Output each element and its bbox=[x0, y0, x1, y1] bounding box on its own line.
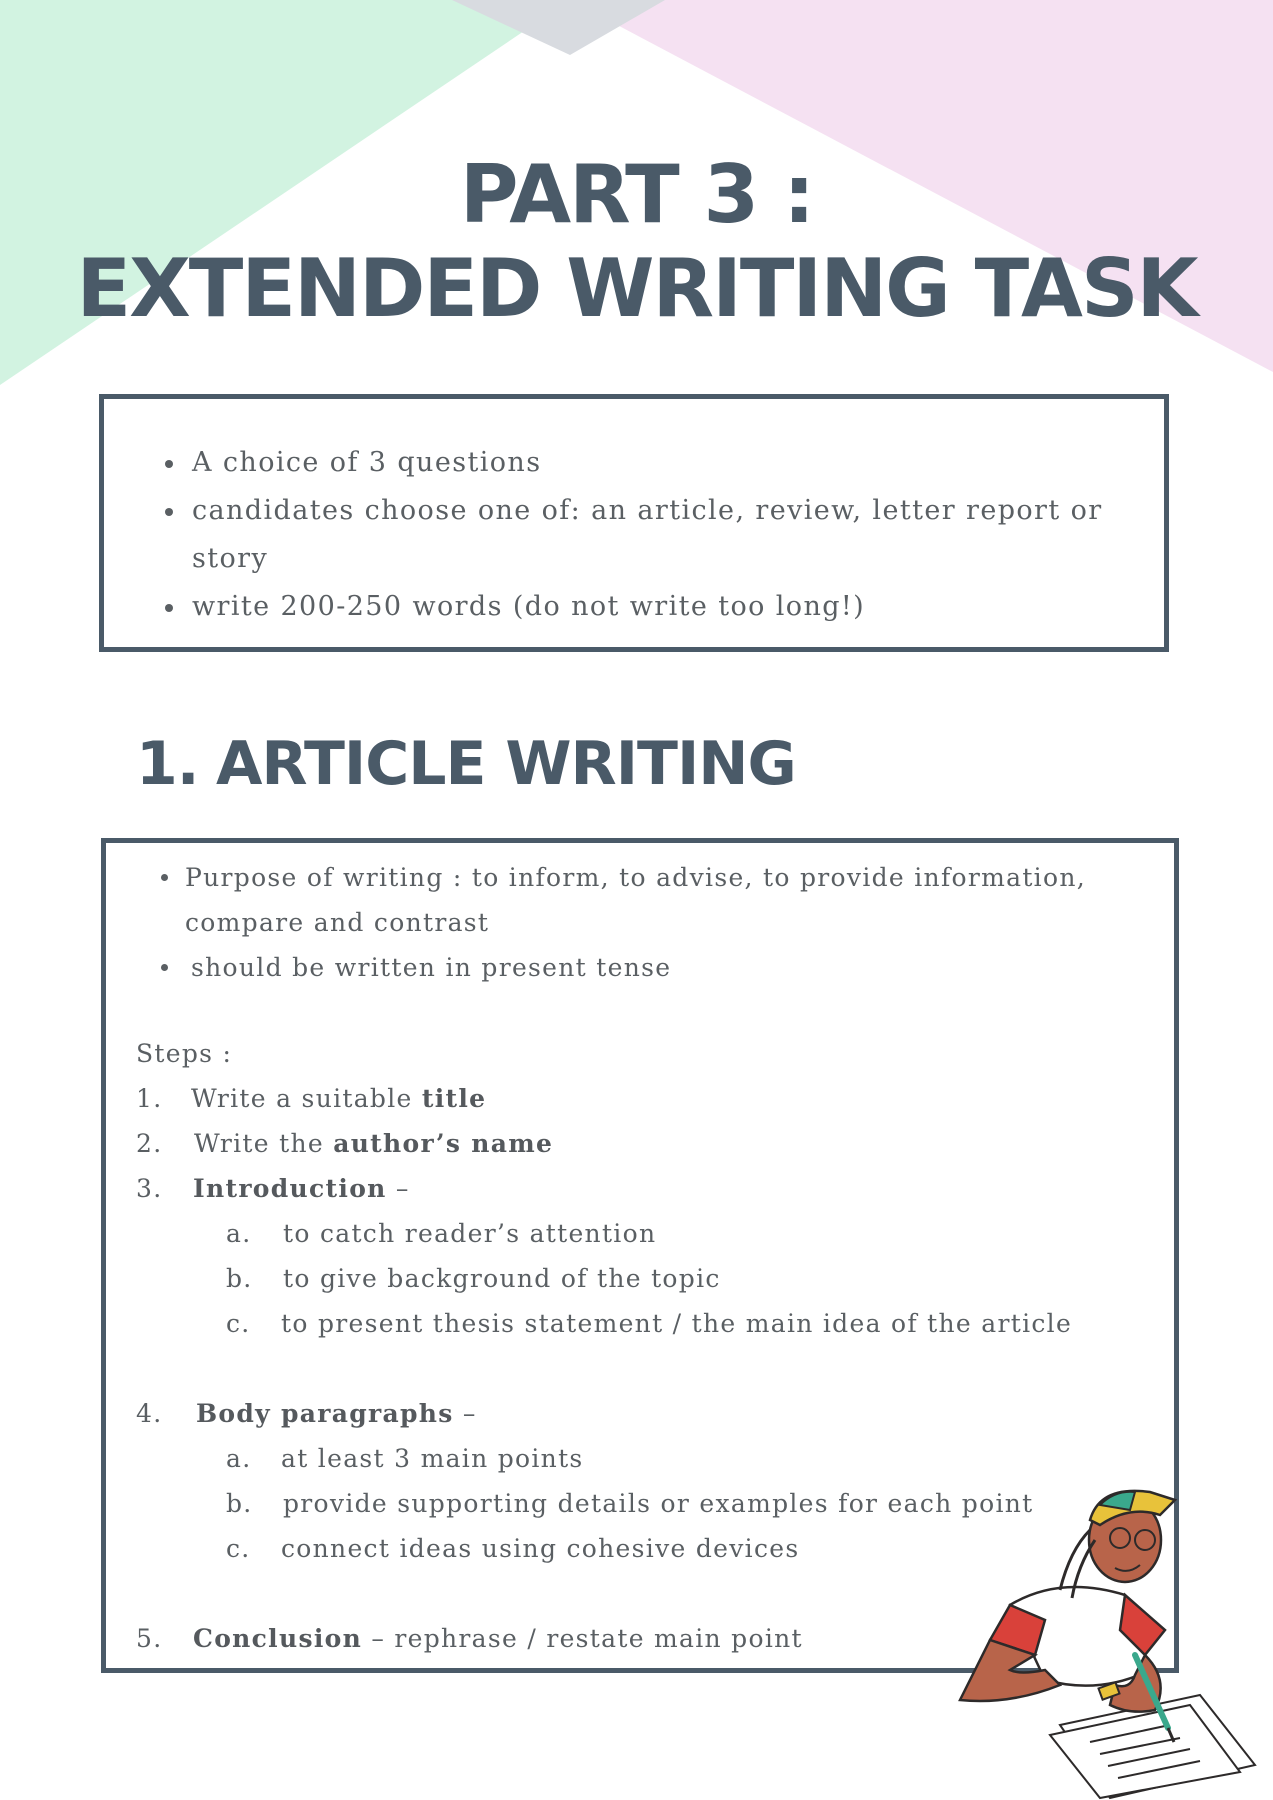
overview-item: write 200-250 words (do not write too long!) bbox=[104, 583, 1164, 631]
step-4: 4. Body paragraphs – bbox=[136, 1394, 477, 1434]
step-number: 5. bbox=[136, 1624, 163, 1653]
step-number: 4. bbox=[136, 1399, 163, 1428]
overview-box bbox=[99, 394, 1169, 652]
step-4-sub-b: b. provide supporting details or examples for each point bbox=[226, 1489, 1034, 1518]
step-1: 1. Write a suitable title bbox=[136, 1079, 486, 1119]
section-heading bbox=[136, 728, 796, 800]
overview-item: candidates choose one of: an article, review, letter report or story bbox=[104, 487, 1164, 583]
steps-label: Steps : bbox=[136, 1039, 233, 1068]
student-writing-illustration bbox=[950, 1480, 1270, 1800]
section-number: 1. bbox=[136, 729, 199, 799]
page-title-line1: PART 3 : bbox=[459, 148, 814, 241]
section-title: ARTICLE WRITING bbox=[216, 729, 796, 799]
step-2: 2. Write the author’s name bbox=[136, 1124, 553, 1164]
article-bullet: should be written in present tense bbox=[106, 945, 1174, 990]
overview-item: A choice of 3 questions bbox=[104, 439, 1164, 487]
article-bullet: Purpose of writing : to inform, to advise, to provide information, compare and contrast bbox=[106, 855, 1174, 945]
step-number: 3. bbox=[136, 1174, 163, 1203]
overview-list bbox=[104, 439, 1164, 631]
step-4-sub-c: c. connect ideas using cohesive devices bbox=[226, 1534, 800, 1563]
step-3-sub-c: c. to present thesis statement / the main idea of the article bbox=[226, 1309, 1073, 1338]
step-5: 5. Conclusion – rephrase / restate main point bbox=[136, 1619, 803, 1659]
page-title-line2: EXTENDED WRITING TASK bbox=[76, 242, 1197, 335]
step-3-sub-b: b. to give background of the topic bbox=[226, 1264, 721, 1293]
article-bullets bbox=[106, 855, 1174, 990]
step-number: 1. bbox=[136, 1084, 163, 1113]
step-3-sub-a: a. to catch reader’s attention bbox=[226, 1219, 657, 1248]
step-4-sub-a: a. at least 3 main points bbox=[226, 1444, 584, 1473]
step-number: 2. bbox=[136, 1129, 163, 1158]
step-3: 3. Introduction – bbox=[136, 1169, 410, 1209]
